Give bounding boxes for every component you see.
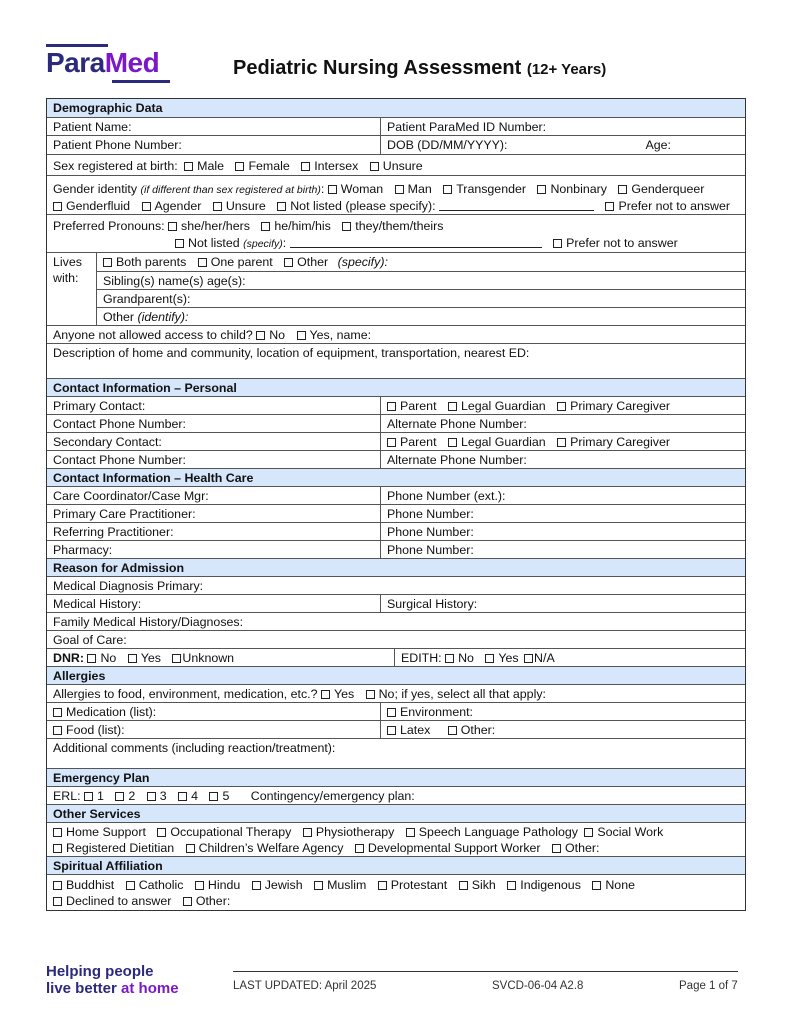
pharmacy-phone[interactable]: Phone Number:: [387, 543, 474, 557]
checkbox-erl-4[interactable]: [178, 792, 187, 801]
surgical-history-field[interactable]: Surgical History:: [387, 597, 478, 611]
footer-last-updated: LAST UPDATED: April 2025: [233, 980, 377, 992]
checkbox-developmental-support[interactable]: [355, 844, 364, 853]
checkbox-spiritual-other[interactable]: [183, 897, 192, 906]
checkbox-indigenous[interactable]: [507, 881, 516, 890]
section-demographic: Demographic Data: [47, 99, 745, 117]
checkbox-hindu[interactable]: [195, 881, 204, 890]
primary-contact-relation: Parent Legal Guardian Primary Caregiver: [381, 397, 745, 414]
pronoun-specify-input[interactable]: [290, 237, 542, 248]
medical-history-field[interactable]: Medical History:: [47, 595, 381, 612]
checkbox-edith-yes[interactable]: [485, 654, 494, 663]
checkbox-food[interactable]: [53, 726, 62, 735]
section-admission: Reason for Admission: [47, 558, 745, 576]
checkbox-pronoun-prefer-not[interactable]: [553, 239, 562, 248]
contingency-plan-field[interactable]: Contingency/emergency plan:: [250, 789, 415, 803]
checkbox-female[interactable]: [235, 162, 244, 171]
checkbox-dnr-yes[interactable]: [128, 654, 137, 663]
checkbox-gender-prefer-not[interactable]: [605, 202, 614, 211]
checkbox-welfare-agency[interactable]: [186, 844, 195, 853]
checkbox-lives-other[interactable]: [284, 258, 293, 267]
gender-identity-row: Gender identity (if different than sex registered at birth): Woman Man Transgender Nonbinary Genderqueer Genderfluid Agender Unsure Not listed (please specify): Prefer not to answer: [53, 182, 731, 213]
care-coordinator-phone[interactable]: Phone Number (ext.):: [387, 489, 506, 503]
secondary-contact-phone[interactable]: Contact Phone Number:: [47, 451, 381, 468]
checkbox-she[interactable]: [168, 222, 177, 231]
age-field[interactable]: Age:: [645, 138, 671, 152]
checkbox-both-parents[interactable]: [103, 258, 112, 267]
logo-bar-bottom: [112, 80, 170, 83]
checkbox-gender-unsure[interactable]: [213, 202, 222, 211]
checkbox-nonbinary[interactable]: [537, 185, 546, 194]
primary-alternate-phone[interactable]: Alternate Phone Number:: [387, 417, 527, 431]
section-allergies: Allergies: [47, 666, 745, 684]
footer-divider: [233, 971, 738, 972]
logo-wordmark: ParaMed: [46, 47, 160, 78]
checkbox-dietitian[interactable]: [53, 844, 62, 853]
medical-diagnosis-field[interactable]: Medical Diagnosis Primary:: [53, 579, 204, 593]
checkbox-edith-na[interactable]: [524, 654, 533, 663]
checkbox-access-yes[interactable]: [297, 331, 306, 340]
secondary-alternate-phone[interactable]: Alternate Phone Number:: [387, 453, 527, 467]
page-title: Pediatric Nursing Assessment (12+ Years): [233, 57, 607, 79]
checkbox-home-support[interactable]: [53, 828, 62, 837]
checkbox-environment[interactable]: [387, 708, 396, 717]
checkbox-genderfluid[interactable]: [53, 202, 62, 211]
checkbox-unsure[interactable]: [370, 162, 379, 171]
checkbox-they[interactable]: [342, 222, 351, 231]
section-emergency: Emergency Plan: [47, 768, 745, 786]
lives-with-label: Lives with:: [47, 253, 97, 325]
checkbox-latex[interactable]: [387, 726, 396, 735]
section-contact-personal: Contact Information – Personal: [47, 378, 745, 396]
section-spiritual: Spiritual Affiliation: [47, 856, 745, 874]
family-history-field[interactable]: Family Medical History/Diagnoses:: [53, 615, 244, 629]
checkbox-erl-3[interactable]: [147, 792, 156, 801]
checkbox-genderqueer[interactable]: [618, 185, 627, 194]
pharmacy-field[interactable]: Pharmacy:: [47, 541, 381, 558]
checkbox-muslim[interactable]: [314, 881, 323, 890]
checkbox-declined[interactable]: [53, 897, 62, 906]
footer-tagline: Helping people live better at home: [46, 963, 179, 997]
checkbox-allergies-no[interactable]: [366, 690, 375, 699]
gender-specify-input[interactable]: [439, 200, 594, 211]
assessment-form: [46, 98, 746, 911]
page-title-suffix: (12+ Years): [526, 61, 607, 78]
latex-other-allergy-row: Latex Other:: [381, 721, 745, 738]
checkbox-medication[interactable]: [53, 708, 62, 717]
checkbox-sikh[interactable]: [459, 881, 468, 890]
checkbox-primary-parent[interactable]: [387, 402, 396, 411]
checkbox-speech-language[interactable]: [406, 828, 415, 837]
secondary-contact-field[interactable]: Secondary Contact:: [47, 433, 381, 450]
checkbox-dnr-unknown[interactable]: [172, 654, 181, 663]
paramed-logo: [46, 44, 174, 84]
primary-contact-phone[interactable]: Contact Phone Number:: [47, 415, 381, 432]
allergy-comments-field[interactable]: Additional comments (including reaction/treatment):: [53, 741, 336, 755]
checkbox-social-work[interactable]: [584, 828, 593, 837]
grandparents-field[interactable]: Grandparent(s):: [97, 289, 745, 307]
referring-practitioner-phone[interactable]: Phone Number:: [387, 525, 474, 539]
checkbox-dnr-no[interactable]: [87, 654, 96, 663]
pronouns-row: Preferred Pronouns: she/her/hers he/him/his they/them/theirs Not listed (specify): Prefer not to answer: [53, 219, 678, 250]
footer-doc-code: SVCD-06-04 A2.8: [492, 980, 584, 992]
spiritual-options: Buddhist Catholic Hindu Jewish Muslim Protestant Sikh Indigenous None Declined to answer Other:: [47, 875, 745, 910]
sex-at-birth-row: Sex registered at birth: Male Female Intersex Unsure: [53, 159, 423, 173]
lives-with-block: [47, 252, 745, 325]
checkbox-primary-guardian[interactable]: [448, 402, 457, 411]
checkbox-transgender[interactable]: [443, 185, 452, 194]
referring-practitioner-field[interactable]: Referring Practitioner:: [47, 523, 381, 540]
checkbox-allergies-yes[interactable]: [321, 690, 330, 699]
checkbox-erl-1[interactable]: [84, 792, 93, 801]
section-contact-health: Contact Information – Health Care: [47, 468, 745, 486]
care-coordinator-field[interactable]: Care Coordinator/Case Mgr:: [47, 487, 381, 504]
access-restriction-row: Anyone not allowed access to child? No Yes, name:: [53, 328, 372, 342]
lives-with-options: Both parents One parent Other (specify):: [97, 253, 745, 271]
checkbox-erl-5[interactable]: [209, 792, 218, 801]
patient-phone-field[interactable]: Patient Phone Number:: [47, 136, 381, 154]
checkbox-secondary-guardian[interactable]: [448, 438, 457, 447]
dnr-row: DNR: No Yes Unknown: [47, 649, 395, 666]
checkbox-services-other[interactable]: [552, 844, 561, 853]
checkbox-gender-not-listed[interactable]: [277, 202, 286, 211]
edith-row: EDITH: No Yes N/A: [401, 651, 555, 665]
section-services: Other Services: [47, 804, 745, 822]
checkbox-he[interactable]: [261, 222, 270, 231]
patient-name-field[interactable]: Patient Name:: [47, 118, 381, 135]
footer-page-number: Page 1 of 7: [679, 980, 738, 992]
checkbox-buddhist[interactable]: [53, 881, 62, 890]
erl-row: ERL: 1 2 3 4 5 Contingency/emergency plan:: [53, 789, 415, 803]
checkbox-none[interactable]: [592, 881, 601, 890]
home-description-field[interactable]: Description of home and community, location of equipment, transportation, nearest ED:: [53, 346, 530, 360]
services-options: Home Support Occupational Therapy Physiotherapy Speech Language Pathology Social Work Registered Dietitian Children’s Welfare Agency Developmental Support Worker Other:: [47, 823, 745, 856]
checkbox-edith-no[interactable]: [445, 654, 454, 663]
checkbox-intersex[interactable]: [301, 162, 310, 171]
primary-contact-field[interactable]: Primary Contact:: [47, 397, 381, 414]
checkbox-primary-caregiver[interactable]: [557, 402, 566, 411]
checkbox-access-no[interactable]: [256, 331, 265, 340]
checkbox-erl-2[interactable]: [115, 792, 124, 801]
patient-id-field[interactable]: Patient ParaMed ID Number:: [387, 120, 547, 134]
checkbox-man[interactable]: [395, 185, 404, 194]
food-allergy-row: Food (list):: [47, 721, 381, 738]
checkbox-agender[interactable]: [142, 202, 151, 211]
goal-of-care-field[interactable]: Goal of Care:: [53, 633, 127, 647]
checkbox-secondary-caregiver[interactable]: [557, 438, 566, 447]
siblings-field[interactable]: Sibling(s) name(s) age(s):: [97, 271, 745, 289]
secondary-contact-relation: Parent Legal Guardian Primary Caregiver: [381, 433, 745, 450]
checkbox-occupational-therapy[interactable]: [157, 828, 166, 837]
checkbox-pronoun-not-listed[interactable]: [175, 239, 184, 248]
primary-care-practitioner-field[interactable]: Primary Care Practitioner:: [47, 505, 381, 522]
checkbox-allergy-other[interactable]: [448, 726, 457, 735]
checkbox-male[interactable]: [184, 162, 193, 171]
other-identify-field[interactable]: Other (identify):: [97, 307, 745, 325]
checkbox-one-parent[interactable]: [198, 258, 207, 267]
dob-field[interactable]: DOB (DD/MM/YYYY):: [387, 138, 508, 152]
checkbox-protestant[interactable]: [378, 881, 387, 890]
checkbox-jewish[interactable]: [252, 881, 261, 890]
environment-allergy-row: Environment:: [381, 703, 745, 720]
checkbox-secondary-parent[interactable]: [387, 438, 396, 447]
allergies-question-row: Allergies to food, environment, medication, etc.? Yes No; if yes, select all that apply:: [53, 687, 546, 701]
medication-allergy-row: Medication (list):: [47, 703, 381, 720]
checkbox-physiotherapy[interactable]: [303, 828, 312, 837]
checkbox-woman[interactable]: [328, 185, 337, 194]
primary-care-practitioner-phone[interactable]: Phone Number:: [387, 507, 474, 521]
checkbox-catholic[interactable]: [126, 881, 135, 890]
